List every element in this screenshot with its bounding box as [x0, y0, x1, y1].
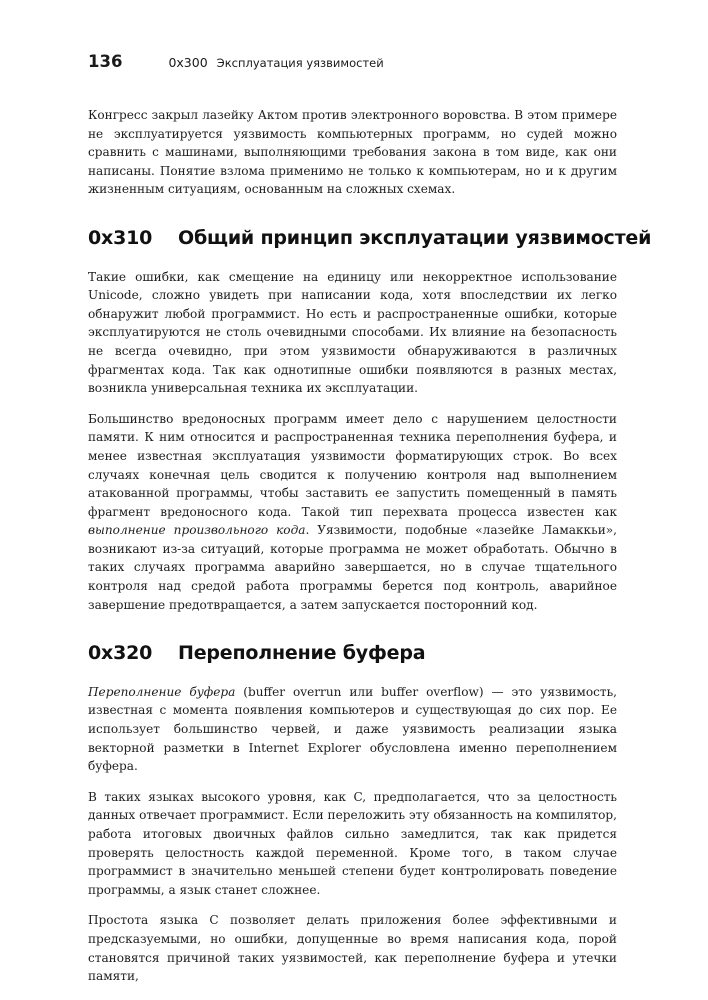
- chapter-title: Эксплуатация уязвимостей: [216, 56, 384, 70]
- paragraph: [88, 410, 617, 615]
- section-number: 0x310: [88, 226, 153, 249]
- section-heading-0x310: [88, 226, 652, 249]
- section-number: 0x320: [88, 642, 153, 665]
- section-heading-0x320: [88, 644, 617, 663]
- page-number: 136: [88, 52, 123, 71]
- emphasis-term: выполнение произвольного кода: [88, 523, 306, 538]
- paragraph: В таких языках высокого уровня, как C, предполагается, что за целостность данных отвечает программист. Если переложить эту обязанность на компилятор, работа итоговых двоичных файлов сильно замедлится, так как придется проверять целостность каждой переменной. Кроме того, в таком случае программист в значительно меньшей степени будет контролировать поведение программы, а язык станет сложнее.: [88, 789, 617, 897]
- section-title: Общий принцип эксплуатации уязвимостей: [178, 226, 652, 249]
- page-body: [88, 106, 652, 998]
- running-header: [88, 52, 620, 71]
- chapter-code: 0x300: [168, 55, 208, 70]
- paragraph-text: Большинство вредоносных программ имеет дело с нарушением целостности памяти. К ним относится и распространенная техника переполнения буфера, и менее известная эксплуатация уязвимости форматирующих строк. Во всех случаях конечная цель сводится к получению контроля над выполнением атакованной программы, чтобы заставить ее запустить помещенный в память фрагмент вредоносного кода. Такой тип перехвата процесса известен как: [88, 411, 617, 519]
- intro-paragraph: Конгресс закрыл лазейку Актом против электронного воровства. В этом примере не эксплуатируется уязвимость компьютерных программ, но судей можно сравнить с машинами, выполняющими требования закона в том виде, как они написаны. Понятие взлома применимо не только к компьютерам, но и к другим жизненным ситуациям, основанным на сложных схемах.: [88, 108, 617, 197]
- emphasis-term: Переполнение буфера: [88, 684, 236, 699]
- paragraph-text: (buffer overrun или buffer overflow) — это уязвимость, известная с момента появления компьютеров и существующая до сих пор. Ее использует большинство червей, и даже уязвимость реализации языка векторной разметки в Internet Explorer обусловлена именно переполнением буфера.: [88, 684, 617, 774]
- paragraph-text: . Уязвимости, подобные «лазейке Ламаккьи», возникают из-за ситуаций, которые программа не может обработать. Обычно в таких случаях программа аварийно завершается, но в случае тщательного контроля над средой работа программы берется под контроль, аварийное завершение предотвращается, а затем запускается посторонний код.: [88, 523, 617, 612]
- paragraph: Такие ошибки, как смещение на единицу или некорректное использование Unicode, сложно увидеть при написании кода, хотя впоследствии их легко обнаружит любой программист. Но есть и распространенные ошибки, которые эксплуатируются не столь очевидными способами. Их влияние на безопасность не всегда очевидно, при этом уязвимости обнаруживаются в различных фрагментах кода. Так как однотипные ошибки появляются в разных местах, возникла универсальная техника их эксплуатации.: [88, 269, 617, 396]
- paragraph: Простота языка C позволяет делать приложения более эффективными и предсказуемыми, но ошибки, допущенные во время написания кода, порой становятся причиной таких уязвимостей, как переполнение буфера и утечки памяти,: [88, 913, 617, 984]
- section-title: Переполнение буфера: [178, 642, 426, 665]
- paragraph: [88, 683, 617, 776]
